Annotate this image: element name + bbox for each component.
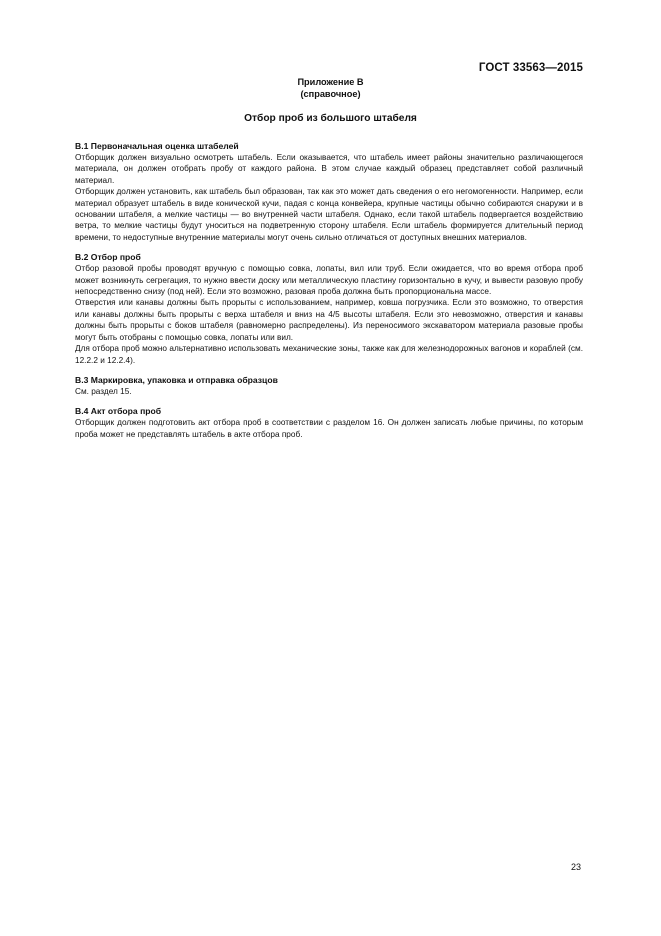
paragraph: Отборщик должен установить, как штабель был образован, так как это может дать сведения о его негомогенности. Например, если материал образует штабель в виде конической кучи, падая с конца конвейера, крупные частицы обычно собираются снаружи и в основании штабеля, а мелкие частицы — во внутренней части штабеля. Однако, если такой штабель подвергается воздействию ветра, то мелкие частицы будут уноситься на подветренную сторону штабеля. Если штабель формируется длительный период времени, то недоступные внутренние материалы могут очень сильно отличаться от доступных внешних материалов. <box>75 187 583 242</box>
section-b1 <box>75 140 583 243</box>
paragraph: Для отбора проб можно альтернативно использовать механические зоны, также как для железнодорожных вагонов и кораблей (см. 12.2.2 и 12.2.4). <box>75 344 583 365</box>
section-heading: В.2 Отбор проб <box>75 252 141 263</box>
paragraph: Отверстия или канавы должны быть прорыты с использованием, например, ковша погрузчика. Если это возможно, то отверстия или канавы должны быть прорыты с верха штабеля и вниз на 4/5 высоты штабеля. Если это невозможно, отверстия и канавы должны быть прорыты с боков штабеля (равномерно распределены). Из переносимого экскаватором материала разовые пробы могут быть отобраны с помощью совка, лопаты или вил. <box>75 298 583 342</box>
document-body <box>75 140 583 448</box>
annex-header <box>0 76 661 100</box>
paragraph: См. раздел 15. <box>75 386 132 396</box>
section-b4 <box>75 405 583 440</box>
paragraph: Отбор разовой пробы проводят вручную с помощью совка, лопаты, вил или труб. Если ожидается, что во время отбора проб может возникнуть сегрегация, то нужно ввести доску или металлическую пластину горизонтально в кучу, и вывести разовую пробу непосредственно снизу (под ней). Если это возможно, разовая проба должна быть пропорциональна массе. <box>75 264 583 297</box>
section-b3 <box>75 374 583 397</box>
annex-label: Приложение В <box>297 77 364 87</box>
paragraph: Отборщик должен визуально осмотреть штабель. Если оказывается, что штабель имеет районы значительно различающегося материала, он должен отобрать пробу от каждого района. В этом случае каждый образец представляет собой различный материал. <box>75 153 583 185</box>
standard-code: ГОСТ 33563—2015 <box>478 62 583 74</box>
paragraph: Отборщик должен подготовить акт отбора проб в соответствии с разделом 16. Он должен записать любые причины, по которым проба может не представлять штабель в акте отбора проб. <box>75 418 583 439</box>
page-number: 23 <box>570 862 581 872</box>
section-heading: В.3 Маркировка, упаковка и отправка образцов <box>75 374 278 385</box>
annex-title: Отбор проб из большого штабеля <box>244 113 417 124</box>
section-b2 <box>75 251 583 366</box>
section-heading: В.1 Первоначальная оценка штабелей <box>75 141 239 151</box>
section-heading: В.4 Акт отбора проб <box>75 406 162 417</box>
annex-type: (справочное) <box>300 89 361 99</box>
